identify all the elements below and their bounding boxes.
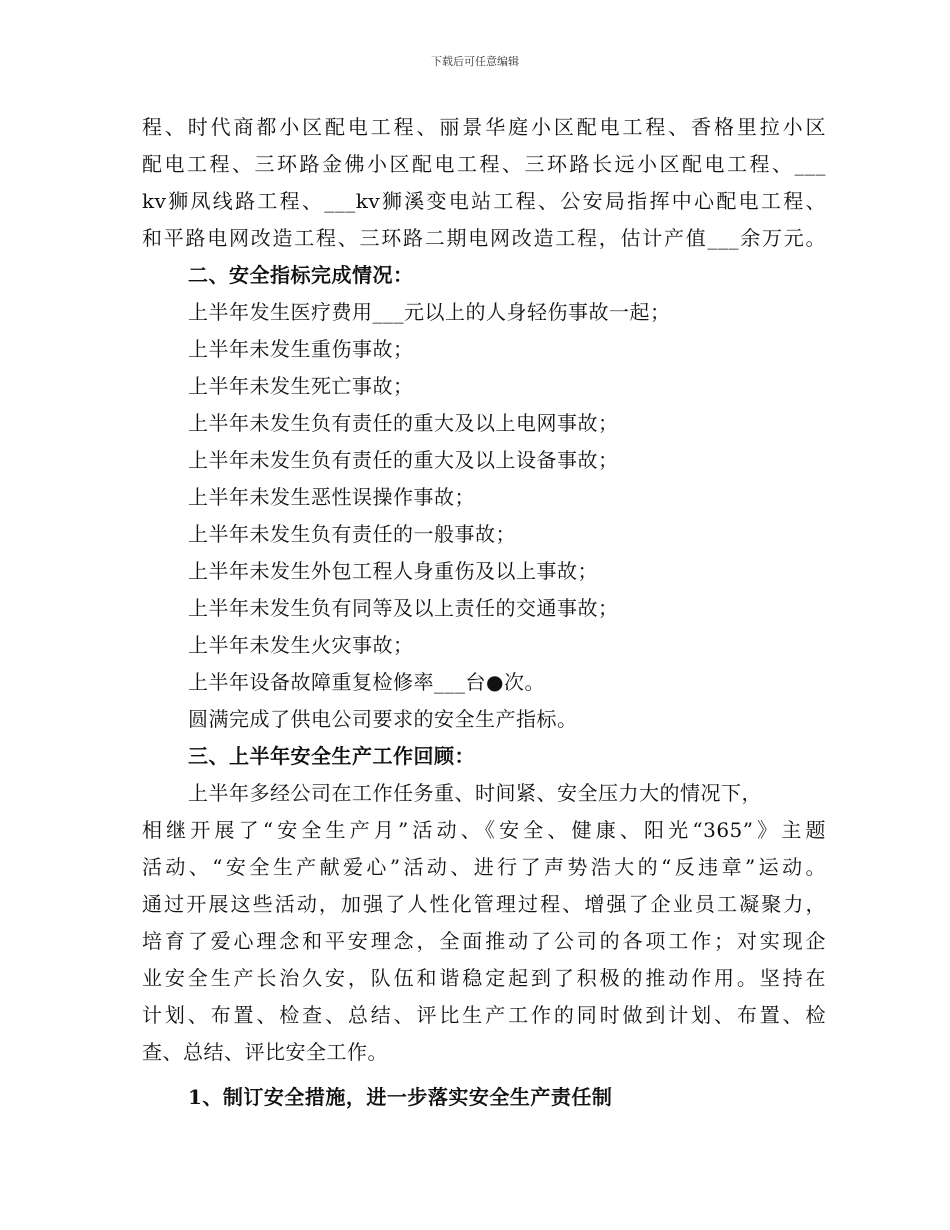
list-item: 上半年未发生恶性误操作事故； <box>188 485 475 509</box>
list-item: 上半年发生医疗费用___元以上的人身轻伤事故一起； <box>188 300 671 324</box>
paragraph-line: 业安全生产长治久安，队伍和谐稳定起到了积极的推动作用。坚持在 <box>142 966 826 990</box>
paragraph-line: 计划、布置、检查、总结、评比生产工作的同时做到计划、布置、检 <box>142 1003 826 1027</box>
list-item: 上半年未发生负有同等及以上责任的交通事故； <box>188 596 619 620</box>
list-item: 上半年未发生死亡事故； <box>188 374 414 398</box>
paragraph-line: 圆满完成了供电公司要求的安全生产指标。 <box>188 707 578 731</box>
paragraph-line: kv狮凤线路工程、___kv狮溪变电站工程、公安局指挥中心配电工程、 <box>142 189 826 213</box>
page-header: 下载后可任意编辑 <box>431 55 519 68</box>
list-item: 上半年设备故障重复检修率___台●次。 <box>188 670 545 694</box>
paragraph-line: 配电工程、三环路金佛小区配电工程、三环路长远小区配电工程、___ <box>142 152 826 176</box>
list-item: 上半年未发生负有责任的一般事故； <box>188 522 516 546</box>
document-body <box>142 109 826 1116</box>
list-item: 上半年未发生火灾事故； <box>188 633 414 657</box>
paragraph-line: 查、总结、评比安全工作。 <box>142 1040 388 1064</box>
section-heading: 二、安全指标完成情况： <box>188 263 414 287</box>
paragraph-line: 程、时代商都小区配电工程、丽景华庭小区配电工程、香格里拉小区 <box>142 115 826 139</box>
paragraph-line: 和平路电网改造工程、三环路二期电网改造工程，估计产值___余万元。 <box>142 226 826 250</box>
paragraph-line: 活动、“安全生产献爱心”活动、进行了声势浩大的“反违章”运动。 <box>142 855 826 879</box>
section-heading: 三、上半年安全生产工作回顾： <box>188 744 475 768</box>
paragraph-line: 上半年多经公司在工作任务重、时间紧、安全压力大的情况下， <box>188 781 762 805</box>
list-item: 上半年未发生外包工程人身重伤及以上事故； <box>188 559 598 583</box>
paragraph-line: 通过开展这些活动，加强了人性化管理过程、增强了企业员工凝聚力， <box>142 892 826 916</box>
paragraph-line: 培育了爱心理念和平安理念，全面推动了公司的各项工作；对实现企 <box>142 929 826 953</box>
list-item: 上半年未发生重伤事故； <box>188 337 414 361</box>
list-item: 上半年未发生负有责任的重大及以上电网事故； <box>188 411 619 435</box>
list-item: 上半年未发生负有责任的重大及以上设备事故； <box>188 448 619 472</box>
paragraph-line: 相继开展了“安全生产月”活动、《安全、健康、阳光“365”》主题 <box>142 818 826 842</box>
subsection-heading: 1、制订安全措施，进一步落实安全生产责任制 <box>188 1085 613 1109</box>
